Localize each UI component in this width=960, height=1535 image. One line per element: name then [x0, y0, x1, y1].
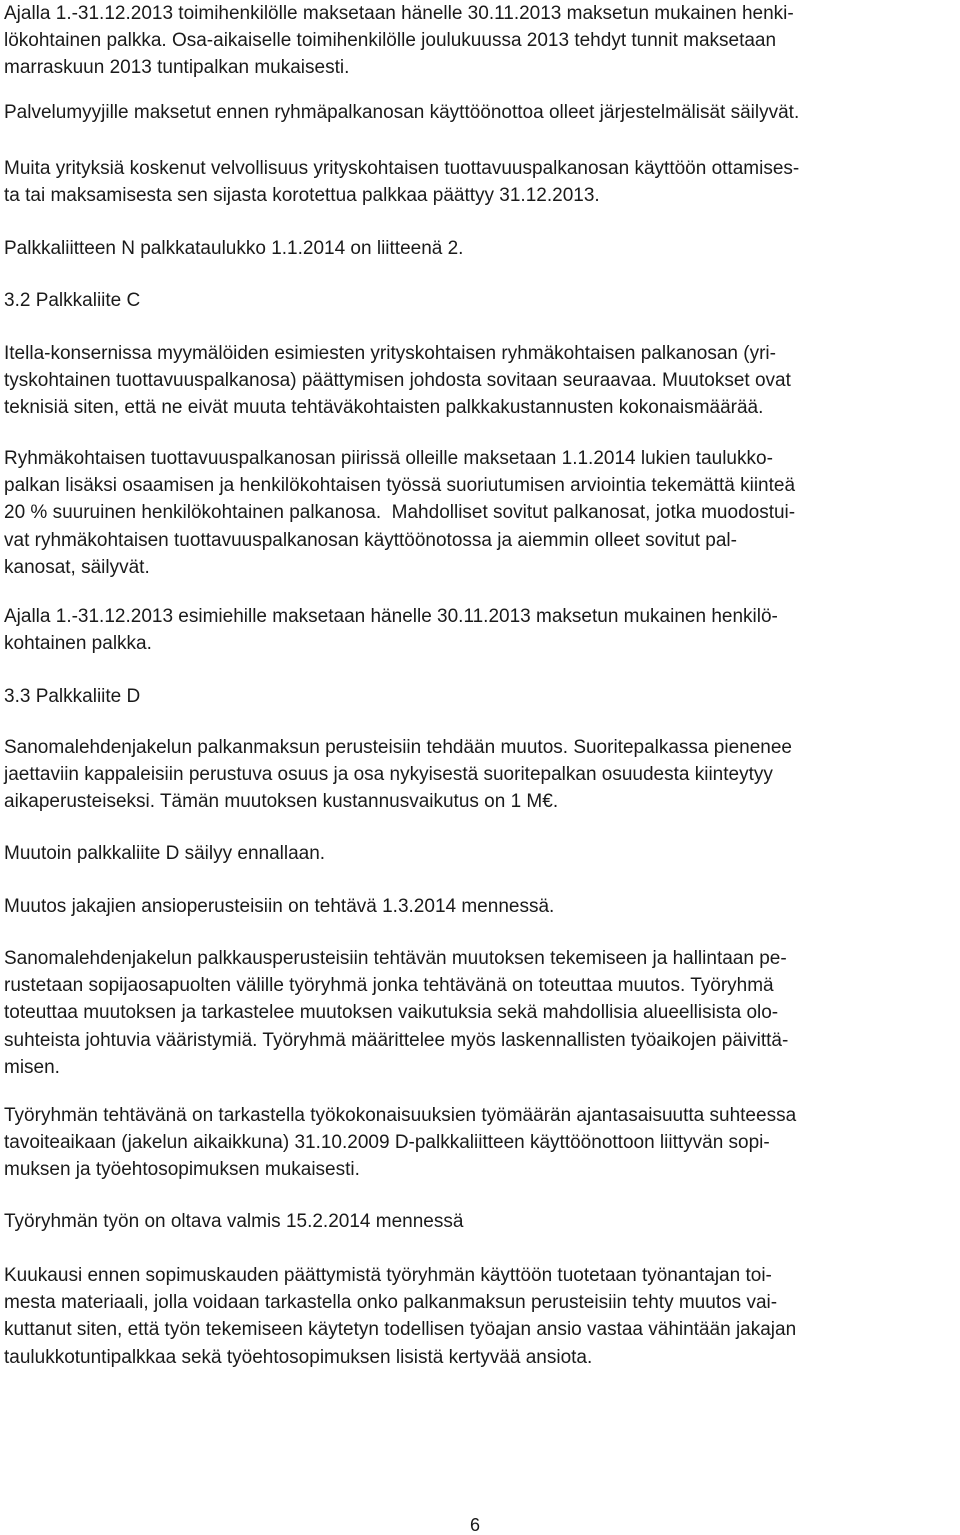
paragraph-tyoryhman-valmis [4, 1208, 956, 1235]
paragraph-tyoryhma-perustetaan [4, 945, 956, 1081]
text-line: Työryhmän tehtävänä on tarkastella työkokonaisuuksien työmäärän ajantasaisuutta suhteessa [4, 1105, 797, 1126]
paragraph-ryhmakohtainen [4, 445, 956, 581]
text-line: marraskuun 2013 tuntipalkan mukaisesti. [4, 57, 350, 79]
text-line: Työryhmän työn on oltava valmis 15.2.2014 mennessä [4, 1211, 464, 1232]
text-line: Palkkaliitteen N palkkataulukko 1.1.2014 on liitteenä 2. [4, 238, 464, 259]
text-line: mesta materiaali, jolla voidaan tarkastella onko palkanmaksun perusteisiin tehty muutos vai- [4, 1292, 778, 1314]
paragraph-toimihenkilo-palkka [4, 0, 956, 82]
text-line: kuttanut siten, että työn tekemiseen käytetyn todellisen työajan ansio vastaa vähintään jakajan [4, 1319, 797, 1341]
text-line: Ryhmäkohtaisen tuottavuuspalkanosan piirissä olleille maksetaan 1.1.2014 lukien taulukko- [4, 448, 773, 469]
text-line: taulukkotuntipalkkaa sekä työehtosopimuksen lisistä kertyvää ansiota. [4, 1346, 593, 1368]
text-line: vat ryhmäkohtaisen tuottavuuspalkanosan käyttöönotossa ja aiemmin olleet sovitut pal- [4, 529, 737, 551]
text-line: kohtainen palkka. [4, 633, 152, 655]
text-line: Ajalla 1.-31.12.2013 esimiehille maksetaan hänelle 30.11.2013 maksetun mukainen henkilö- [4, 606, 778, 627]
text-line: Sanomalehdenjakelun palkkausperusteisiin tehtävän muutoksen tekemiseen ja hallintaan pe- [4, 948, 787, 969]
paragraph-palvelumyyjat [4, 99, 956, 126]
paragraph-muutos-jakajien [4, 893, 956, 920]
paragraph-tyoryhman-tehtava [4, 1102, 956, 1184]
text-line: Muita yrityksiä koskenut velvollisuus yrityskohtaisen tuottavuuspalkanosan käyttöön ottamises- [4, 158, 800, 179]
section-heading: 3.3 Palkkaliite D [4, 686, 141, 707]
page-number: 6 [470, 1515, 481, 1535]
text-line: ta tai maksamisesta sen sijasta korotettua palkkaa päättyy 31.12.2013. [4, 185, 600, 207]
text-line: Muutoin palkkaliite D säilyy ennallaan. [4, 843, 326, 864]
text-line: Itella-konsernissa myymälöiden esimiesten yrityskohtaisen ryhmäkohtaisen palkanosan (yri- [4, 343, 776, 364]
text-line: rustetaan sopijaosapuolten välille työryhmä jonka tehtävänä on toteuttaa muutos. Työryhmä [4, 975, 774, 997]
text-line: kanosat, säilyvät. [4, 556, 150, 578]
text-line: aikaperusteiseksi. Tämän muutoksen kustannusvaikutus on 1 M€. [4, 791, 559, 813]
text-line: suhteista johtuvia vääristymiä. Työryhmä määrittelee myös laskennallisten työaikojen päivittä- [4, 1029, 789, 1051]
text-line: Ajalla 1.-31.12.2013 toimihenkilölle maksetaan hänelle 30.11.2013 maksetun mukainen henki- [4, 3, 794, 24]
text-line: tyskohtainen tuottavuuspalkanosa) päättymisen johdosta sovitaan seuraavaa. Muutokset ovat [4, 370, 791, 392]
section-heading: 3.2 Palkkaliite C [4, 290, 141, 311]
paragraph-muutoin [4, 840, 956, 867]
text-line: Sanomalehdenjakelun palkanmaksun perusteisiin tehdään muutos. Suoritepalkassa pienenee [4, 737, 792, 758]
text-line: Muutos jakajien ansioperusteisiin on tehtävä 1.3.2014 mennessä. [4, 896, 555, 917]
paragraph-sanomalehdenjakelu [4, 734, 956, 816]
text-line: jaettaviin kappaleisiin perustuva osuus ja osa nykyisestä suoritepalkan osuudesta kiinteytyy [4, 764, 773, 786]
text-line: teknisiä siten, että ne eivät muuta tehtäväkohtaisten palkkakustannusten kokonaismäärää. [4, 397, 764, 419]
text-line: muksen ja työehtosopimuksen mukaisesti. [4, 1159, 360, 1181]
text-line: tavoiteaikaan (jakelun aikaikkuna) 31.10.2009 D-palkkaliitteen käyttöönottoon liittyvän sopi- [4, 1132, 770, 1154]
paragraph-kuukausi-ennen [4, 1262, 956, 1371]
text-line: toteuttaa muutoksen ja tarkastelee muutoksen vaikutuksia sekä mahdollisia alueellisista olo- [4, 1002, 779, 1024]
section-heading-3-2 [4, 287, 956, 314]
text-line: misen. [4, 1056, 60, 1078]
section-heading-3-3 [4, 683, 956, 710]
paragraph-velvollisuus [4, 155, 956, 209]
text-line: Kuukausi ennen sopimuskauden päättymistä työryhmän käyttöön tuotetaan työnantajan toi- [4, 1265, 772, 1286]
text-line: palkan lisäksi osaamisen ja henkilökohtaisen työssä suoriutumisen arviointia tekemättä kiinteä [4, 475, 796, 497]
text-line: lökohtainen palkka. Osa-aikaiselle toimihenkilölle joulukuussa 2013 tehdyt tunnit maksetaan [4, 30, 777, 52]
text-line: 20 % suuruinen henkilökohtainen palkanosa. Mahdolliset sovitut palkanosat, jotka muodostui- [4, 502, 796, 524]
paragraph-esimiehet [4, 603, 956, 657]
paragraph-palkkaliite-n [4, 235, 956, 262]
text-line: Palvelumyyjille maksetut ennen ryhmäpalkanosan käyttöönottoa olleet järjestelmälisät säilyvät. [4, 102, 800, 123]
paragraph-itella [4, 340, 956, 422]
